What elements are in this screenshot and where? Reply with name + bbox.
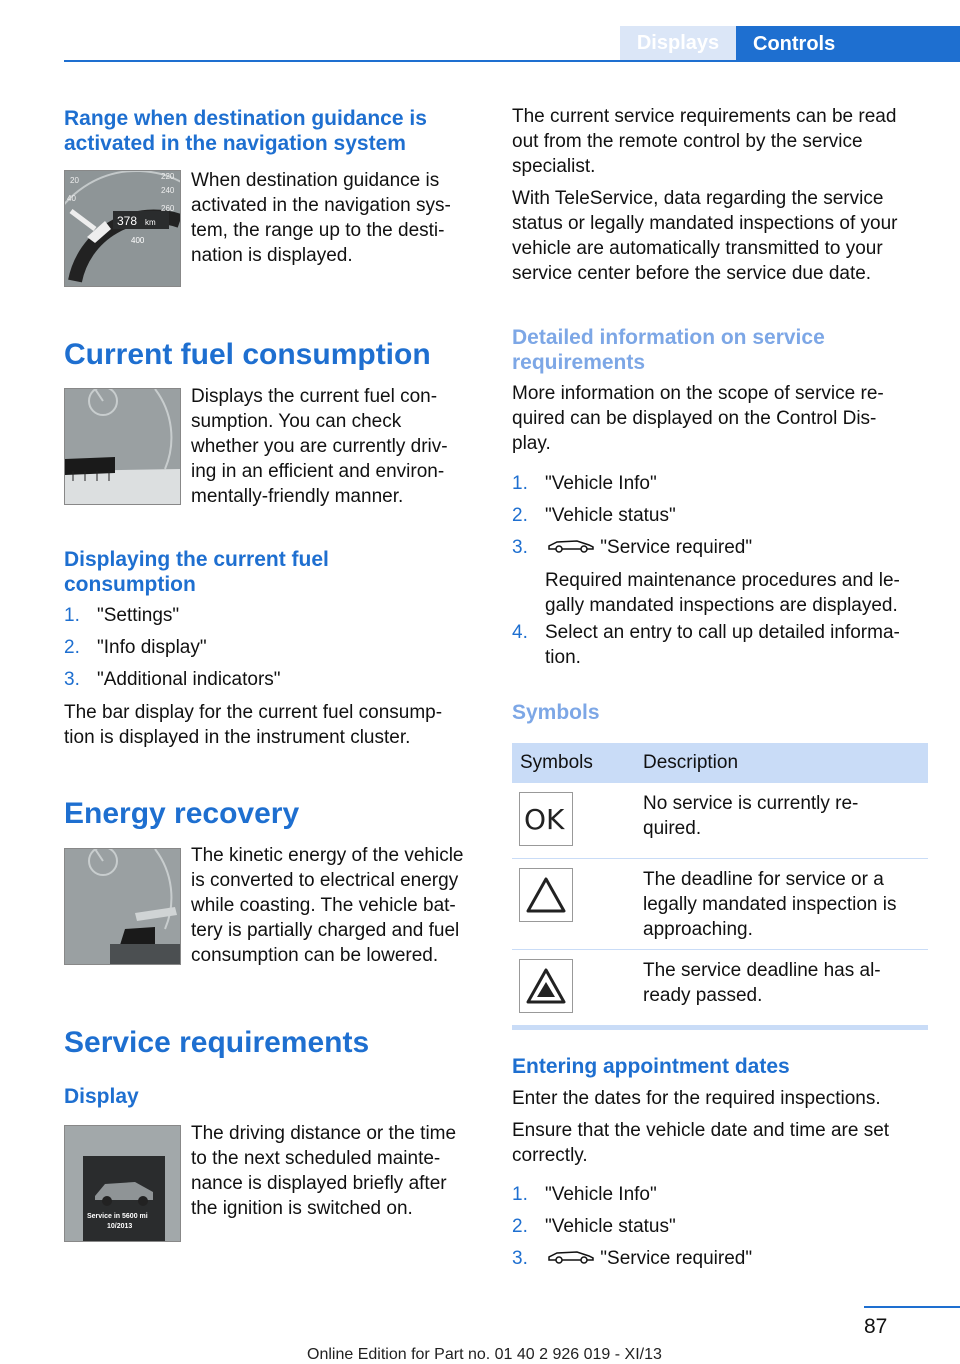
gauge-unit: km [145, 218, 156, 227]
range-gauge-image [64, 170, 181, 287]
appointment-line-2: Ensure that the vehicle date and time are set correctly. [512, 1120, 890, 1166]
intro-paragraph-2: With TeleService, data regarding the service status or legally mandated inspections of your vehicle are automatically transmitted to your service center before the service due date. [512, 188, 898, 284]
table-cell-description: The deadline for service or a legally mandated inspection is approaching. [643, 869, 897, 940]
table-header [512, 743, 928, 783]
energy-gauge-image [64, 848, 181, 965]
fuel-body [191, 384, 481, 509]
table-header-description: Description [643, 752, 739, 773]
detail-heading: Detailed information on service requirements [512, 326, 825, 374]
service-display-image [64, 1125, 181, 1242]
table-bottom-rule [512, 1025, 928, 1030]
table-cell-description: The service deadline has al- ready passed. [643, 960, 881, 1006]
appointment-heading: Entering appointment dates [512, 1055, 790, 1078]
fuel-heading: Current fuel consumption [64, 338, 431, 371]
warning-triangle-icon [519, 868, 573, 922]
gauge-scale-240: 240 [161, 186, 175, 195]
header-section-tab: Displays [620, 26, 736, 60]
service-body-line: nance is displayed briefly after [191, 1173, 447, 1194]
fuel-steps [64, 603, 484, 699]
fuel-body-line: sumption. You can check [191, 411, 402, 432]
list-item: 1. "Vehicle Info" [512, 1184, 657, 1205]
range-body-line: When destination guidance is [191, 170, 440, 191]
fuel-body-line: Displays the current fuel con- [191, 386, 438, 407]
detail-steps [512, 471, 932, 677]
footer-rule [864, 1306, 960, 1308]
list-item: 1. "Settings" [64, 605, 180, 626]
intro-paragraph-1: The current service requirements can be read out from the remote control by the service specialist. [512, 106, 897, 177]
service-screen-date: 10/2013 [107, 1223, 133, 1230]
svg-text:OK: OK [524, 803, 565, 836]
fuel-body-line: mentally-friendly manner. [191, 486, 404, 507]
energy-body [191, 843, 486, 968]
fuel-subheading: Displaying the current fuel consumption [64, 548, 329, 596]
list-item: 2. "Vehicle status" [512, 505, 676, 526]
service-screen-distance: Service in 5600 mi [87, 1213, 148, 1220]
range-body [191, 168, 481, 268]
service-display-body [191, 1121, 486, 1221]
list-item: 3. "Additional indicators" [64, 669, 281, 690]
symbols-table [512, 743, 928, 1033]
symbols-heading: Symbols [512, 701, 600, 724]
list-item: 2. "Vehicle status" [512, 1216, 676, 1237]
table-row [512, 859, 928, 949]
gauge-scale-400: 400 [131, 236, 145, 245]
energy-body-line: consumption can be lowered. [191, 945, 439, 966]
gauge-scale-220: 220 [161, 172, 175, 181]
service-heading: Service requirements [64, 1026, 370, 1059]
table-row [512, 783, 928, 858]
car-icon [547, 1246, 595, 1271]
energy-body-line: while coasting. The vehicle bat- [191, 895, 456, 916]
energy-body-line: The kinetic energy of the vehicle [191, 845, 464, 866]
service-body-line: to the next scheduled mainte- [191, 1148, 441, 1169]
list-item: 1. "Vehicle Info" [512, 473, 657, 494]
table-header-symbols: Symbols [520, 752, 593, 773]
header-chapter-tab: Controls [736, 26, 960, 62]
gauge-scale-40: 40 [67, 194, 76, 203]
range-heading: Range when destination guidance is activated in the navigation system [64, 107, 427, 155]
fuel-after-text: The bar display for the current fuel consump- tion is displayed in the instrument cluster. [64, 702, 443, 748]
display-heading: Display [64, 1085, 139, 1108]
energy-body-line: tery is partially charged and fuel [191, 920, 460, 941]
gauge-scale-260: 260 [161, 204, 175, 213]
list-item: 4. Select an entry to call up detailed informa- tion. [512, 622, 900, 669]
warning-triangle-filled-icon [519, 959, 573, 1013]
fuel-body-line: ing in an efficient and environ- [191, 461, 445, 482]
fuel-gauge-image [64, 388, 181, 505]
energy-body-line: is converted to electrical energy [191, 870, 459, 891]
fuel-body-line: whether you are currently driv- [191, 436, 448, 457]
table-row [512, 950, 928, 1026]
detail-body: More information on the scope of service re- quired can be displayed on the Control Dis- play. [512, 383, 884, 454]
footer-edition: Online Edition for Part no. 01 40 2 926 019 - XI/13 [307, 1346, 662, 1363]
list-item: 3. "Service required" Required maintenance procedures and le- gally mandated inspections are displayed. [512, 537, 900, 617]
list-item: 2. "Info display" [64, 637, 207, 658]
gauge-readout: 378 [117, 214, 138, 228]
list-item: 3. "Service required" [512, 1246, 932, 1271]
ok-icon [519, 792, 573, 846]
range-body-line: nation is displayed. [191, 245, 353, 266]
service-body-line: The driving distance or the time [191, 1123, 457, 1144]
appointment-line-1: Enter the dates for the required inspections. [512, 1088, 881, 1109]
gauge-scale-20: 20 [70, 176, 79, 185]
appointment-steps [512, 1182, 932, 1278]
page-number: 87 [864, 1315, 888, 1338]
table-cell-description: No service is currently re- quired. [643, 793, 859, 839]
energy-heading: Energy recovery [64, 797, 300, 830]
range-body-line: activated in the navigation sys- [191, 195, 451, 216]
range-body-line: tem, the range up to the desti- [191, 220, 445, 241]
car-icon [547, 535, 595, 560]
service-body-line: the ignition is switched on. [191, 1198, 413, 1219]
header-rule [64, 60, 960, 62]
